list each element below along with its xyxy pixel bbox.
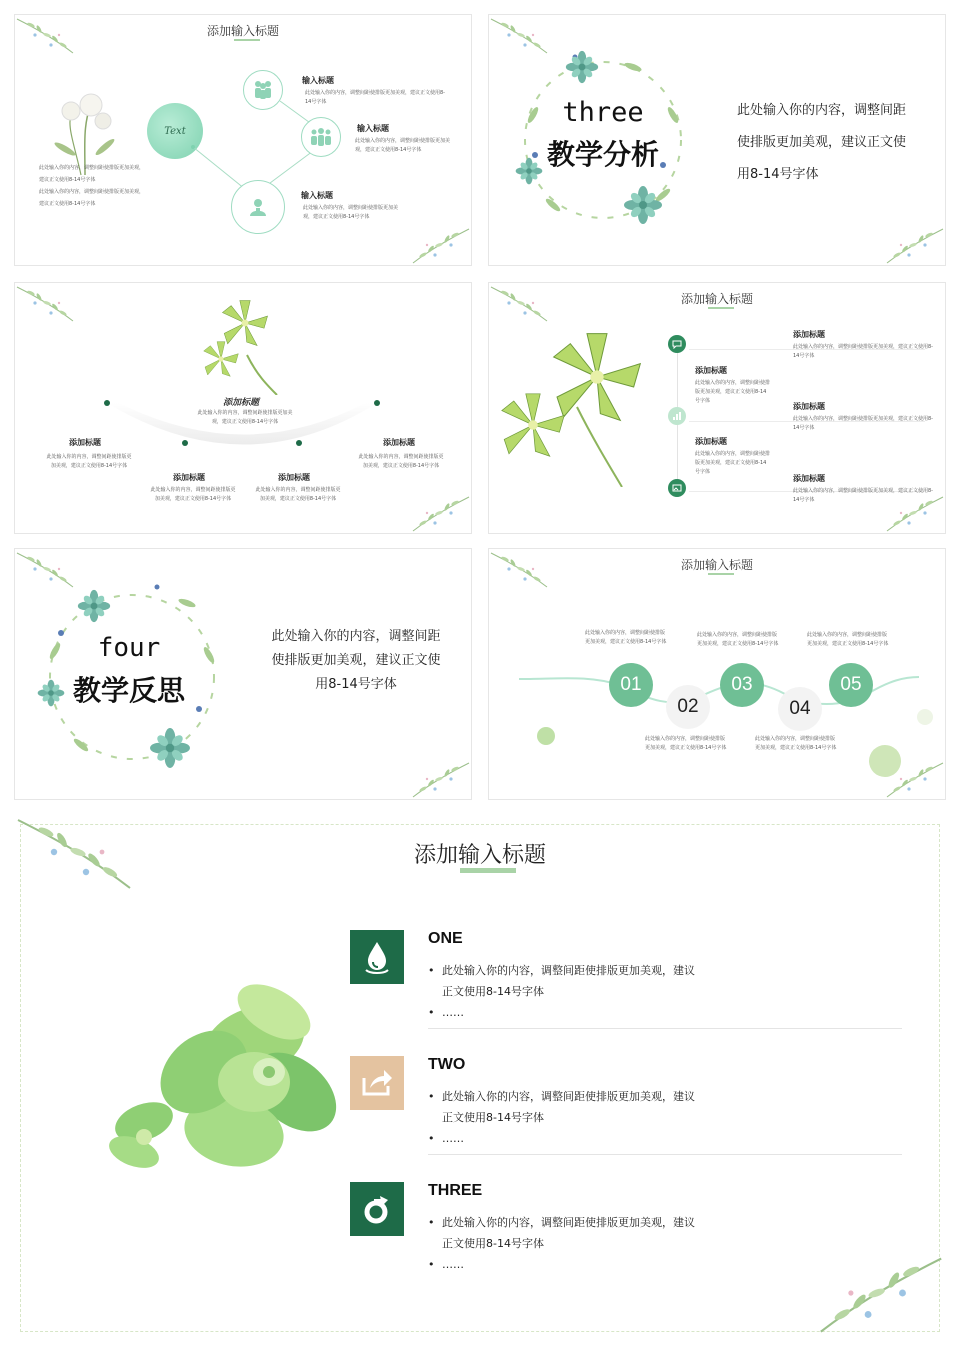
item-text: 此处输入你的内容，调整间距使排版更加美观，建议正文使用8-14号字体 bbox=[793, 416, 933, 431]
item-ellipsis: …… bbox=[442, 1006, 464, 1019]
step-number: 04 bbox=[778, 687, 822, 731]
text-line: 正文使用8-14号字体 bbox=[442, 1237, 544, 1250]
item-heading: 添加标题 bbox=[793, 330, 825, 339]
step-text bbox=[807, 631, 903, 649]
sprig-decoration bbox=[411, 759, 471, 799]
item-text bbox=[39, 453, 139, 471]
title-underline bbox=[708, 573, 734, 575]
item-heading: 输入标题 bbox=[301, 191, 333, 200]
sprig-decoration bbox=[15, 283, 75, 323]
text-line: 此处输入你的内容，调整间距使排版更加美观， bbox=[39, 165, 145, 171]
text-line: 此处输入你的内容，调整间距 bbox=[737, 103, 907, 118]
text-line: 更加美观，建议正文使用8-14号字体 bbox=[807, 641, 889, 647]
text-line: 建议正文使用8-14号字体 bbox=[39, 177, 96, 183]
slide-3[interactable] bbox=[14, 282, 472, 534]
item-text: 此处输入你的内容，调整间距使排版更加美观，建议正文使用8-14号字体 bbox=[695, 380, 771, 404]
title-underline bbox=[460, 868, 516, 873]
item-icon-box bbox=[350, 1056, 404, 1110]
succulent-image bbox=[104, 972, 354, 1182]
text-line: 此处输入你的内容，调整间距使排版更加美观，建议 bbox=[442, 1216, 695, 1229]
text-line: 加美观，建议正文使用8-14号字体 bbox=[362, 463, 440, 469]
item-heading: 添加标题 bbox=[695, 437, 727, 446]
center-heading: 添加标题 bbox=[223, 398, 260, 408]
decorative-dot bbox=[537, 727, 555, 745]
item-heading: 添加标题 bbox=[278, 473, 310, 482]
center-text: 此处输入你的内容，调整间距使排版更加美观，建议正文使用8-14号字体 bbox=[197, 410, 293, 425]
text-bubble: Text bbox=[147, 103, 203, 159]
section-chinese-title: 教学反思 bbox=[72, 674, 185, 707]
step-text bbox=[755, 735, 851, 753]
section-description bbox=[261, 625, 451, 697]
item-heading: ONE bbox=[428, 930, 463, 947]
sprig-decoration bbox=[411, 225, 471, 265]
item-text: 此处输入你的内容，调整间距使排版更加美观，建议正文使用8-14号字体 bbox=[793, 344, 933, 359]
text-line: 使排版更加美观，建议正文使 bbox=[737, 135, 907, 150]
image-icon bbox=[668, 479, 686, 497]
item-heading: 添加标题 bbox=[695, 366, 727, 375]
slide-title: 添加输入标题 bbox=[413, 843, 546, 868]
text-line: 正文使用8-14号字体 bbox=[442, 1111, 544, 1124]
text-line: 此处输入你的内容，调整间距使排版更 bbox=[46, 454, 132, 460]
divider bbox=[428, 1028, 902, 1029]
text-line: 用8-14号字体 bbox=[315, 677, 397, 692]
text-line: 此处输入你的内容，调整间距使排版更加美观， bbox=[39, 189, 145, 195]
left-text-block bbox=[39, 162, 179, 210]
item-heading: 添加标题 bbox=[793, 474, 825, 483]
title-underline bbox=[234, 39, 260, 41]
text-line: 更加美观，建议正文使用8-14号字体 bbox=[645, 745, 727, 751]
bullet: • bbox=[428, 964, 435, 977]
sprig-decoration bbox=[885, 225, 945, 265]
text-line: 此处输入你的内容，调整间距使排版 bbox=[755, 736, 836, 742]
text-line: 正文使用8-14号字体 bbox=[442, 985, 544, 998]
slide-1[interactable] bbox=[14, 14, 472, 266]
item-text bbox=[442, 1086, 742, 1128]
green-flower-image bbox=[197, 295, 287, 395]
item-heading: 添加标题 bbox=[69, 438, 101, 447]
text-line: 此处输入你的内容，调整间距使排版更加美观，建议 bbox=[442, 964, 695, 977]
slide-2[interactable] bbox=[488, 14, 946, 266]
text-line: 更加美观，建议正文使用8-14号字体 bbox=[755, 745, 837, 751]
bullet: • bbox=[428, 1090, 435, 1103]
item-heading: TWO bbox=[428, 1056, 466, 1073]
item-ellipsis: …… bbox=[442, 1132, 464, 1145]
item-text: 此处输入你的内容，调整间距使排版更加美观，建议正文使用8-14号字体 bbox=[793, 488, 933, 503]
text-line: 此处输入你的内容，调整间距使排版更 bbox=[150, 487, 236, 493]
text-line: 此处输入你的内容，调整间距使排版 bbox=[807, 632, 888, 638]
item-text bbox=[442, 1212, 742, 1254]
item-heading: 添加标题 bbox=[793, 402, 825, 411]
item-text bbox=[442, 960, 742, 1002]
team-icon bbox=[243, 70, 283, 110]
step-number: 05 bbox=[829, 663, 873, 707]
chat-icon bbox=[668, 335, 686, 353]
text-line: 加美观，建议正文使用8-14号字体 bbox=[50, 463, 128, 469]
title-underline bbox=[708, 307, 734, 309]
refresh-icon bbox=[350, 1182, 404, 1236]
item-text: 此处输入你的内容，调整间距使排版更加美观，建议正文使用8-14号字体 bbox=[695, 451, 771, 475]
green-flower-image bbox=[497, 327, 657, 487]
step-number: 02 bbox=[666, 685, 710, 729]
text-line: 此处输入你的内容，调整间距使排版 bbox=[697, 632, 778, 638]
slide-6[interactable] bbox=[488, 548, 946, 800]
text-line: 此处输入你的内容，调整间距使排版更加美观，建议 bbox=[442, 1090, 695, 1103]
section-description bbox=[737, 95, 937, 191]
text-line: 使排版更加美观，建议正文使 bbox=[271, 653, 441, 668]
item-text: 此处输入你的内容，调整间距使排版更加美观，建议正文使用8-14号字体 bbox=[303, 205, 399, 220]
item-ellipsis: …… bbox=[442, 1258, 464, 1271]
group-icon bbox=[301, 117, 341, 157]
item-text: 此处输入你的内容，调整间距使排版更加美观，建议正文使用8-14号字体 bbox=[305, 90, 445, 105]
text-line: 加美观，建议正文使用8-14号字体 bbox=[259, 496, 337, 502]
step-text bbox=[645, 735, 741, 753]
item-icon-box bbox=[350, 930, 404, 984]
share-icon bbox=[350, 1056, 404, 1110]
step-text bbox=[697, 631, 793, 649]
item-heading: 输入标题 bbox=[357, 124, 389, 133]
step-text bbox=[585, 629, 681, 647]
item-heading: 添加标题 bbox=[173, 473, 205, 482]
bullet: • bbox=[428, 1258, 435, 1271]
item-text bbox=[248, 486, 348, 504]
slide-5[interactable] bbox=[14, 548, 472, 800]
item-text bbox=[351, 453, 451, 471]
text-line: 更加美观，建议正文使用8-14号字体 bbox=[697, 641, 779, 647]
item-text bbox=[143, 486, 243, 504]
slide-title: 添加输入标题 bbox=[206, 24, 279, 38]
section-english-title: three bbox=[562, 97, 644, 128]
water-drop-icon bbox=[350, 930, 404, 984]
sprig-decoration bbox=[816, 1250, 946, 1336]
slide-4[interactable] bbox=[488, 282, 946, 534]
text-line: 加美观，建议正文使用8-14号字体 bbox=[154, 496, 232, 502]
divider bbox=[428, 1154, 902, 1155]
text-line: 建议正文使用8-14号字体 bbox=[39, 201, 96, 207]
slide-title: 添加输入标题 bbox=[680, 292, 753, 306]
section-english-title: four bbox=[97, 633, 161, 663]
section-chinese-title: 教学分析 bbox=[546, 138, 659, 171]
text-line: 此处输入你的内容，调整间距使排版更 bbox=[358, 454, 444, 460]
item-heading: 添加标题 bbox=[383, 438, 415, 447]
chart-icon bbox=[668, 407, 686, 425]
decorative-dot bbox=[917, 709, 933, 725]
text-line: 此处输入你的内容，调整间距使排版 bbox=[585, 630, 666, 636]
step-number: 03 bbox=[720, 663, 764, 707]
decorative-dot bbox=[869, 745, 901, 777]
text-line: 用8-14号字体 bbox=[737, 167, 819, 182]
text-line: 此处输入你的内容，调整间距 bbox=[271, 629, 441, 644]
bullet: • bbox=[428, 1132, 435, 1145]
slide-title: 添加输入标题 bbox=[680, 558, 753, 572]
step-number: 01 bbox=[609, 663, 653, 707]
text-line: 更加美观，建议正文使用8-14号字体 bbox=[585, 639, 667, 645]
item-text: 此处输入你的内容，调整间距使排版更加美观，建议正文使用8-14号字体 bbox=[355, 138, 451, 153]
sprig-decoration bbox=[411, 493, 471, 533]
person-icon bbox=[231, 180, 285, 234]
slide-7-featured[interactable] bbox=[14, 812, 946, 1342]
text-line: 此处输入你的内容，调整间距使排版 bbox=[645, 736, 726, 742]
text-line: 此处输入你的内容，调整间距使排版更 bbox=[255, 487, 341, 493]
bullet: • bbox=[428, 1006, 435, 1019]
item-heading: 输入标题 bbox=[302, 76, 334, 85]
item-icon-box bbox=[350, 1182, 404, 1236]
item-heading: THREE bbox=[428, 1182, 483, 1199]
bullet: • bbox=[428, 1216, 435, 1229]
